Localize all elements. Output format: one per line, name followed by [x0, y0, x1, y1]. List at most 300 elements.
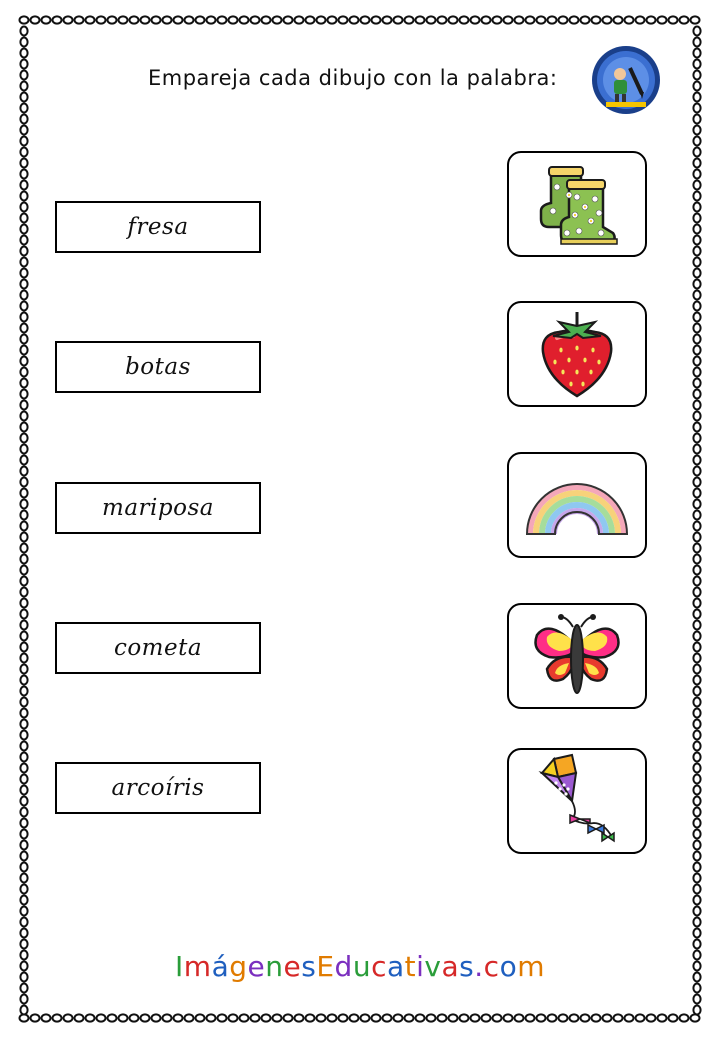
border-ring	[693, 104, 700, 113]
border-ring	[20, 852, 27, 861]
border-ring	[273, 1014, 282, 1021]
footer-letter: e	[247, 950, 266, 983]
border-ring	[20, 60, 27, 69]
border-ring	[163, 1014, 172, 1021]
word-label: botas	[125, 354, 191, 380]
border-ring	[20, 885, 27, 894]
border-ring	[229, 16, 238, 23]
border-ring	[526, 16, 535, 23]
border-ring	[693, 566, 700, 575]
border-ring	[693, 1006, 700, 1015]
border-ring	[20, 841, 27, 850]
border-ring	[141, 1014, 150, 1021]
border-ring	[460, 16, 469, 23]
border-ring	[20, 632, 27, 641]
border-ring	[273, 16, 282, 23]
border-ring	[693, 401, 700, 410]
border-ring	[31, 16, 40, 23]
footer-letter: d	[334, 950, 353, 983]
word-box-arcoiris[interactable]	[55, 762, 261, 814]
border-ring	[693, 731, 700, 740]
border-ring	[306, 16, 315, 23]
word-label: mariposa	[102, 495, 214, 521]
border-ring	[449, 1014, 458, 1021]
border-ring	[693, 71, 700, 80]
border-ring	[20, 709, 27, 718]
border-ring	[693, 236, 700, 245]
border-ring	[20, 291, 27, 300]
border-ring	[693, 786, 700, 795]
footer-letter: e	[283, 950, 302, 983]
border-ring	[482, 16, 491, 23]
border-ring	[693, 60, 700, 69]
border-ring	[693, 753, 700, 762]
border-ring	[20, 753, 27, 762]
kite-icon	[532, 753, 622, 849]
border-ring	[537, 16, 546, 23]
border-ring	[240, 16, 249, 23]
border-ring	[20, 808, 27, 817]
border-ring	[693, 742, 700, 751]
border-ring	[152, 1014, 161, 1021]
border-ring	[284, 1014, 293, 1021]
border-ring	[693, 269, 700, 278]
border-ring	[693, 720, 700, 729]
border-ring	[20, 775, 27, 784]
border-ring	[693, 577, 700, 586]
strawberry-icon	[537, 308, 617, 400]
border-ring	[693, 170, 700, 179]
border-ring	[693, 82, 700, 91]
border-ring	[130, 16, 139, 23]
border-ring	[20, 115, 27, 124]
border-ring	[306, 1014, 315, 1021]
border-ring	[693, 819, 700, 828]
border-ring	[163, 16, 172, 23]
picture-box-butterfly[interactable]	[507, 603, 647, 709]
border-ring	[20, 687, 27, 696]
border-ring	[693, 995, 700, 1004]
border-ring	[119, 1014, 128, 1021]
border-ring	[251, 16, 260, 23]
border-ring	[383, 16, 392, 23]
border-ring	[20, 269, 27, 278]
border-ring	[658, 16, 667, 23]
border-ring	[207, 1014, 216, 1021]
border-ring	[693, 302, 700, 311]
border-ring	[693, 434, 700, 443]
footer-letter: E	[316, 950, 335, 983]
border-ring	[460, 1014, 469, 1021]
border-ring	[75, 16, 84, 23]
border-ring	[20, 830, 27, 839]
border-ring	[570, 16, 579, 23]
border-ring	[603, 16, 612, 23]
border-ring	[693, 764, 700, 773]
border-ring	[20, 434, 27, 443]
border-ring	[693, 841, 700, 850]
border-ring	[693, 852, 700, 861]
border-ring	[636, 16, 645, 23]
border-ring	[97, 1014, 106, 1021]
border-ring	[693, 258, 700, 267]
border-ring	[20, 401, 27, 410]
footer-letter: I	[175, 950, 184, 983]
border-ring	[20, 478, 27, 487]
border-ring	[218, 1014, 227, 1021]
border-ring	[693, 709, 700, 718]
border-ring	[693, 467, 700, 476]
border-ring	[669, 16, 678, 23]
border-ring	[693, 632, 700, 641]
border-ring	[592, 16, 601, 23]
footer-letter: s	[301, 950, 317, 983]
border-ring	[693, 940, 700, 949]
border-ring	[693, 423, 700, 432]
border-ring	[427, 16, 436, 23]
border-ring	[174, 16, 183, 23]
border-ring	[20, 346, 27, 355]
footer-letter: g	[229, 950, 248, 983]
footer-letter: t	[404, 950, 417, 983]
border-ring	[526, 1014, 535, 1021]
border-ring	[438, 1014, 447, 1021]
border-ring	[20, 126, 27, 135]
picture-box-rainbow[interactable]	[507, 452, 647, 558]
border-ring	[693, 335, 700, 344]
border-ring	[284, 16, 293, 23]
border-ring	[693, 808, 700, 817]
border-ring	[693, 896, 700, 905]
border-ring	[20, 93, 27, 102]
border-ring	[693, 346, 700, 355]
border-ring	[693, 698, 700, 707]
border-ring	[20, 324, 27, 333]
border-ring	[207, 16, 216, 23]
border-ring	[53, 1014, 62, 1021]
border-ring	[86, 1014, 95, 1021]
border-ring	[693, 115, 700, 124]
footer-letter: á	[211, 950, 230, 983]
border-ring	[372, 16, 381, 23]
border-ring	[625, 1014, 634, 1021]
border-ring	[693, 489, 700, 498]
border-ring	[20, 49, 27, 58]
border-ring	[53, 16, 62, 23]
footer-letter: a	[441, 950, 460, 983]
picture-box-kite[interactable]	[507, 748, 647, 854]
border-ring	[20, 247, 27, 256]
border-ring	[614, 16, 623, 23]
border-ring	[20, 984, 27, 993]
picture-box-boots[interactable]	[507, 151, 647, 257]
footer-letter: c	[371, 950, 387, 983]
footer-letter: o	[499, 950, 518, 983]
border-ring	[20, 423, 27, 432]
border-ring	[693, 874, 700, 883]
border-ring	[515, 1014, 524, 1021]
border-ring	[693, 214, 700, 223]
border-ring	[438, 16, 447, 23]
border-ring	[693, 676, 700, 685]
border-ring	[658, 1014, 667, 1021]
border-ring	[86, 16, 95, 23]
border-ring	[680, 1014, 689, 1021]
border-ring	[693, 643, 700, 652]
border-ring	[20, 643, 27, 652]
border-ring	[504, 1014, 513, 1021]
border-ring	[20, 214, 27, 223]
border-ring	[693, 445, 700, 454]
border-ring	[20, 1006, 27, 1015]
border-ring	[471, 16, 480, 23]
border-ring	[262, 1014, 271, 1021]
border-ring	[693, 126, 700, 135]
border-ring	[251, 1014, 260, 1021]
border-ring	[42, 16, 51, 23]
border-ring	[20, 390, 27, 399]
border-ring	[693, 500, 700, 509]
border-ring	[20, 489, 27, 498]
border-ring	[680, 16, 689, 23]
border-ring	[603, 1014, 612, 1021]
border-ring	[693, 478, 700, 487]
border-ring	[20, 82, 27, 91]
border-ring	[581, 16, 590, 23]
footer-brand-text	[175, 950, 545, 983]
border-ring	[693, 588, 700, 597]
border-ring	[361, 16, 370, 23]
border-ring	[471, 1014, 480, 1021]
border-ring	[427, 1014, 436, 1021]
border-ring	[20, 280, 27, 289]
border-ring	[693, 665, 700, 674]
footer-letter: c	[483, 950, 500, 983]
border-ring	[394, 16, 403, 23]
border-ring	[20, 731, 27, 740]
border-ring	[693, 918, 700, 927]
border-ring	[693, 775, 700, 784]
rainbow-icon	[522, 472, 632, 538]
border-ring	[20, 368, 27, 377]
border-ring	[20, 863, 27, 872]
word-box-fresa[interactable]	[55, 201, 261, 253]
border-ring	[693, 247, 700, 256]
footer-letter: s	[459, 950, 475, 983]
border-ring	[570, 1014, 579, 1021]
border-ring	[20, 929, 27, 938]
border-ring	[108, 16, 117, 23]
word-box-cometa[interactable]	[55, 622, 261, 674]
border-ring	[647, 16, 656, 23]
border-ring	[693, 324, 700, 333]
border-ring	[361, 1014, 370, 1021]
border-ring	[97, 16, 106, 23]
border-ring	[20, 456, 27, 465]
border-ring	[693, 544, 700, 553]
border-ring	[548, 16, 557, 23]
word-box-mariposa[interactable]	[55, 482, 261, 534]
border-ring	[592, 1014, 601, 1021]
border-ring	[693, 27, 700, 36]
border-ring	[20, 236, 27, 245]
footer-letter: n	[265, 950, 284, 983]
picture-box-strawberry[interactable]	[507, 301, 647, 407]
border-ring	[20, 940, 27, 949]
border-ring	[614, 1014, 623, 1021]
border-ring	[130, 1014, 139, 1021]
border-ring	[20, 720, 27, 729]
border-ring	[317, 1014, 326, 1021]
word-label: arcoíris	[111, 775, 205, 801]
border-ring	[20, 357, 27, 366]
border-ring	[693, 654, 700, 663]
border-ring	[693, 929, 700, 938]
border-ring	[693, 148, 700, 157]
border-ring	[548, 1014, 557, 1021]
border-ring	[691, 16, 700, 23]
footer-letter: m	[183, 950, 212, 983]
border-ring	[339, 16, 348, 23]
border-ring	[693, 907, 700, 916]
border-ring	[20, 698, 27, 707]
border-ring	[20, 181, 27, 190]
border-ring	[20, 874, 27, 883]
word-label: cometa	[113, 635, 203, 661]
border-ring	[20, 335, 27, 344]
border-ring	[20, 27, 27, 36]
border-ring	[537, 1014, 546, 1021]
border-ring	[449, 16, 458, 23]
border-ring	[20, 225, 27, 234]
border-ring	[416, 1014, 425, 1021]
border-ring	[20, 544, 27, 553]
border-ring	[372, 1014, 381, 1021]
border-ring	[20, 148, 27, 157]
border-ring	[141, 16, 150, 23]
border-ring	[20, 918, 27, 927]
border-ring	[693, 203, 700, 212]
border-ring	[262, 16, 271, 23]
border-ring	[229, 1014, 238, 1021]
border-ring	[295, 16, 304, 23]
footer-letter: u	[352, 950, 372, 983]
border-ring	[152, 16, 161, 23]
border-ring	[693, 38, 700, 47]
border-ring	[108, 1014, 117, 1021]
border-ring	[20, 764, 27, 773]
border-ring	[693, 379, 700, 388]
border-ring	[64, 1014, 73, 1021]
border-ring	[693, 159, 700, 168]
border-ring	[20, 203, 27, 212]
border-ring	[20, 555, 27, 564]
word-label: fresa	[127, 214, 189, 240]
border-ring	[20, 137, 27, 146]
border-ring	[693, 863, 700, 872]
border-ring	[174, 1014, 183, 1021]
border-ring	[20, 313, 27, 322]
border-ring	[693, 511, 700, 520]
border-ring	[693, 368, 700, 377]
border-ring	[693, 357, 700, 366]
border-ring	[647, 1014, 656, 1021]
border-ring	[20, 786, 27, 795]
footer-letter: v	[424, 950, 442, 983]
border-ring	[493, 16, 502, 23]
border-ring	[693, 610, 700, 619]
border-ring	[693, 192, 700, 201]
border-ring	[20, 676, 27, 685]
border-ring	[693, 456, 700, 465]
border-ring	[693, 797, 700, 806]
border-ring	[295, 1014, 304, 1021]
border-ring	[31, 1014, 40, 1021]
border-ring	[693, 181, 700, 190]
border-ring	[693, 533, 700, 542]
border-ring	[693, 49, 700, 58]
border-ring	[20, 907, 27, 916]
border-ring	[693, 984, 700, 993]
border-ring	[693, 830, 700, 839]
border-ring	[693, 280, 700, 289]
footer-letter: .	[474, 950, 484, 983]
border-ring	[504, 16, 513, 23]
border-ring	[636, 1014, 645, 1021]
border-ring	[693, 390, 700, 399]
border-ring	[20, 797, 27, 806]
border-ring	[693, 137, 700, 146]
border-ring	[559, 1014, 568, 1021]
border-ring	[20, 621, 27, 630]
border-ring	[383, 1014, 392, 1021]
border-ring	[20, 159, 27, 168]
border-ring	[20, 588, 27, 597]
border-ring	[328, 16, 337, 23]
border-ring	[20, 896, 27, 905]
page-title: Empareja cada dibujo con la palabra:	[148, 66, 558, 90]
border-ring	[559, 16, 568, 23]
footer-brand	[0, 950, 720, 983]
border-ring	[339, 1014, 348, 1021]
border-ring	[218, 16, 227, 23]
border-ring	[20, 500, 27, 509]
border-ring	[20, 654, 27, 663]
border-ring	[20, 522, 27, 531]
footer-letter: i	[416, 950, 425, 983]
boots-icon	[529, 161, 625, 247]
border-ring	[20, 819, 27, 828]
border-ring	[693, 599, 700, 608]
border-ring	[405, 16, 414, 23]
logo-badge-icon	[590, 44, 662, 116]
border-ring	[691, 1014, 700, 1021]
border-ring	[20, 71, 27, 80]
border-ring	[196, 1014, 205, 1021]
border-ring	[416, 16, 425, 23]
border-ring	[20, 577, 27, 586]
border-ring	[394, 1014, 403, 1021]
border-ring	[64, 16, 73, 23]
border-ring	[20, 610, 27, 619]
border-ring	[693, 687, 700, 696]
border-ring	[20, 170, 27, 179]
word-box-botas[interactable]	[55, 341, 261, 393]
border-ring	[119, 16, 128, 23]
butterfly-icon	[529, 613, 625, 699]
border-ring	[693, 522, 700, 531]
border-ring	[20, 412, 27, 421]
